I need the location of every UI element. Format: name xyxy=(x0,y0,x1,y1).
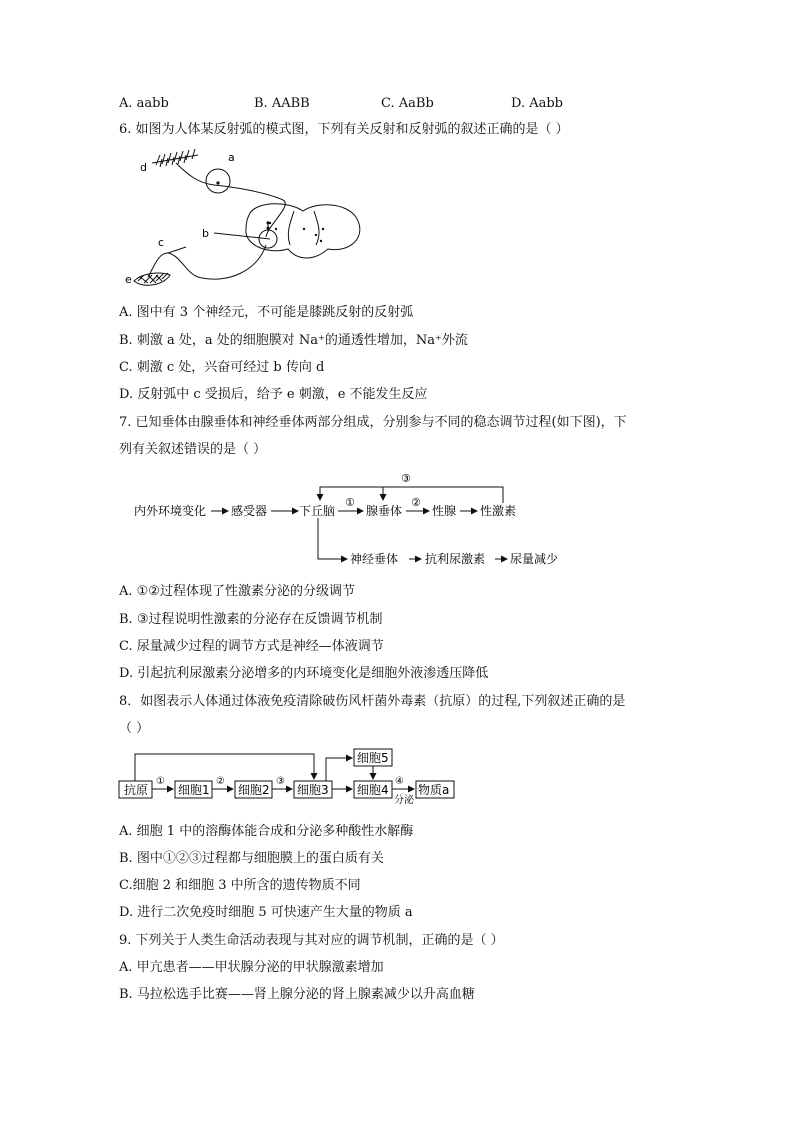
q9-option-b[interactable]: B. 马拉松选手比赛——肾上腺分泌的肾上腺素减少以升高血糖 xyxy=(119,987,475,1002)
node-cell1: 细胞1 xyxy=(178,783,210,797)
node-receptor: 感受器 xyxy=(231,504,268,518)
q8-stem-line1: 8．如图表示人体通过体液免疫清除破伤风杆菌外毒素（抗原）的过程,下列叙述正确的是 xyxy=(119,694,626,709)
step-3: ③ xyxy=(276,776,285,787)
q8-option-d[interactable]: D. 进行二次免疫时细胞 5 可快速产生大量的物质 a xyxy=(119,905,413,920)
step-2: ② xyxy=(216,776,225,787)
step-1: ① xyxy=(156,776,165,787)
q9-stem: 9. 下列关于人类生命活动表现与其对应的调节机制，正确的是（ ） xyxy=(119,933,504,948)
q7-option-b[interactable]: B. ③过程说明性激素的分泌存在反馈调节机制 xyxy=(119,612,383,627)
node-antigen: 抗原 xyxy=(124,783,149,797)
q5-option-d[interactable]: D. Aabb xyxy=(511,96,564,111)
circle-1: ① xyxy=(345,496,355,509)
q5-options xyxy=(119,96,579,114)
q6-stem: 6. 如图为人体某反射弧的模式图，下列有关反射和反射弧的叙述正确的是（ ） xyxy=(119,122,569,137)
circle-3: ③ xyxy=(401,472,411,485)
label-a: a xyxy=(228,151,235,164)
ganglion-circle-a xyxy=(206,169,230,193)
q6-option-a[interactable]: A. 图中有 3 个神经元，不可能是膝跳反射的反射弧 xyxy=(119,305,414,320)
humoral-immunity-diagram xyxy=(116,745,466,807)
node-substance-a: 物质a xyxy=(418,783,450,797)
q7-option-a[interactable]: A. ①②过程体现了性激素分泌的分级调节 xyxy=(119,584,355,599)
node-neurohypophysis: 神经垂体 xyxy=(350,552,399,566)
node-urine-decrease: 尿量减少 xyxy=(510,552,559,566)
q8-stem-line2: （ ） xyxy=(119,721,150,736)
step-4: ④ xyxy=(395,776,404,787)
q8-option-a[interactable]: A. 细胞 1 中的溶酶体能合成和分泌多种酸性水解酶 xyxy=(119,824,414,839)
q7-option-c[interactable]: C. 尿量减少过程的调节方式是神经—体液调节 xyxy=(119,639,384,654)
q6-option-c[interactable]: C. 刺激 c 处，兴奋可经过 b 传向 d xyxy=(119,360,325,375)
node-gonad: 性腺 xyxy=(432,504,457,518)
label-d: d xyxy=(140,161,147,174)
q7-stem-line2: 列有关叙述错误的是（ ） xyxy=(119,442,267,457)
node-cell4: 细胞4 xyxy=(357,783,389,797)
q9-option-a[interactable]: A. 甲亢患者——甲状腺分泌的甲状腺激素增加 xyxy=(119,960,384,975)
q7-option-d[interactable]: D. 引起抗利尿激素分泌增多的内环境变化是细胞外液渗透压降低 xyxy=(119,666,489,681)
q8-option-c[interactable]: C.细胞 2 和细胞 3 中所含的遗传物质不同 xyxy=(119,878,361,893)
node-sex-hormone: 性激素 xyxy=(480,504,517,518)
node-cell3: 细胞3 xyxy=(297,783,329,797)
q5-option-c[interactable]: C. AaBb xyxy=(381,96,434,111)
node-adh: 抗利尿激素 xyxy=(425,552,486,566)
spinal-cord-section xyxy=(246,204,360,258)
q5-option-b[interactable]: B. AABB xyxy=(254,96,310,111)
node-cell2: 细胞2 xyxy=(238,783,270,797)
node-environment-change: 内外环境变化 xyxy=(134,504,207,518)
afferent-nerve xyxy=(176,163,285,237)
q6-option-b[interactable]: B. 刺激 a 处，a 处的细胞膜对 Na⁺的通透性增加，Na⁺外流 xyxy=(119,333,468,348)
label-secrete: 分泌 xyxy=(394,795,414,806)
receptor-d xyxy=(152,149,198,167)
q8-option-b[interactable]: B. 图中①②③过程都与细胞膜上的蛋白质有关 xyxy=(119,851,384,866)
label-c: c xyxy=(158,236,165,249)
pituitary-regulation-diagram xyxy=(118,470,578,575)
q5-option-a[interactable]: A. aabb xyxy=(119,96,169,111)
q7-stem-line1: 7. 已知垂体由腺垂体和神经垂体两部分组成，分别参与不同的稳态调节过程(如下图)，下 xyxy=(119,415,627,430)
q6-option-d[interactable]: D. 反射弧中 c 受损后，给予 e 刺激，e 不能发生反应 xyxy=(119,387,428,402)
circle-2: ② xyxy=(411,496,421,509)
label-b: b xyxy=(202,227,209,240)
node-adenohypophysis: 腺垂体 xyxy=(366,504,403,518)
reflex-arc-diagram xyxy=(118,145,458,295)
node-hypothalamus: 下丘脑 xyxy=(299,504,336,518)
node-cell5: 细胞5 xyxy=(357,751,389,765)
label-e: e xyxy=(125,273,132,286)
effector-e xyxy=(134,273,170,285)
